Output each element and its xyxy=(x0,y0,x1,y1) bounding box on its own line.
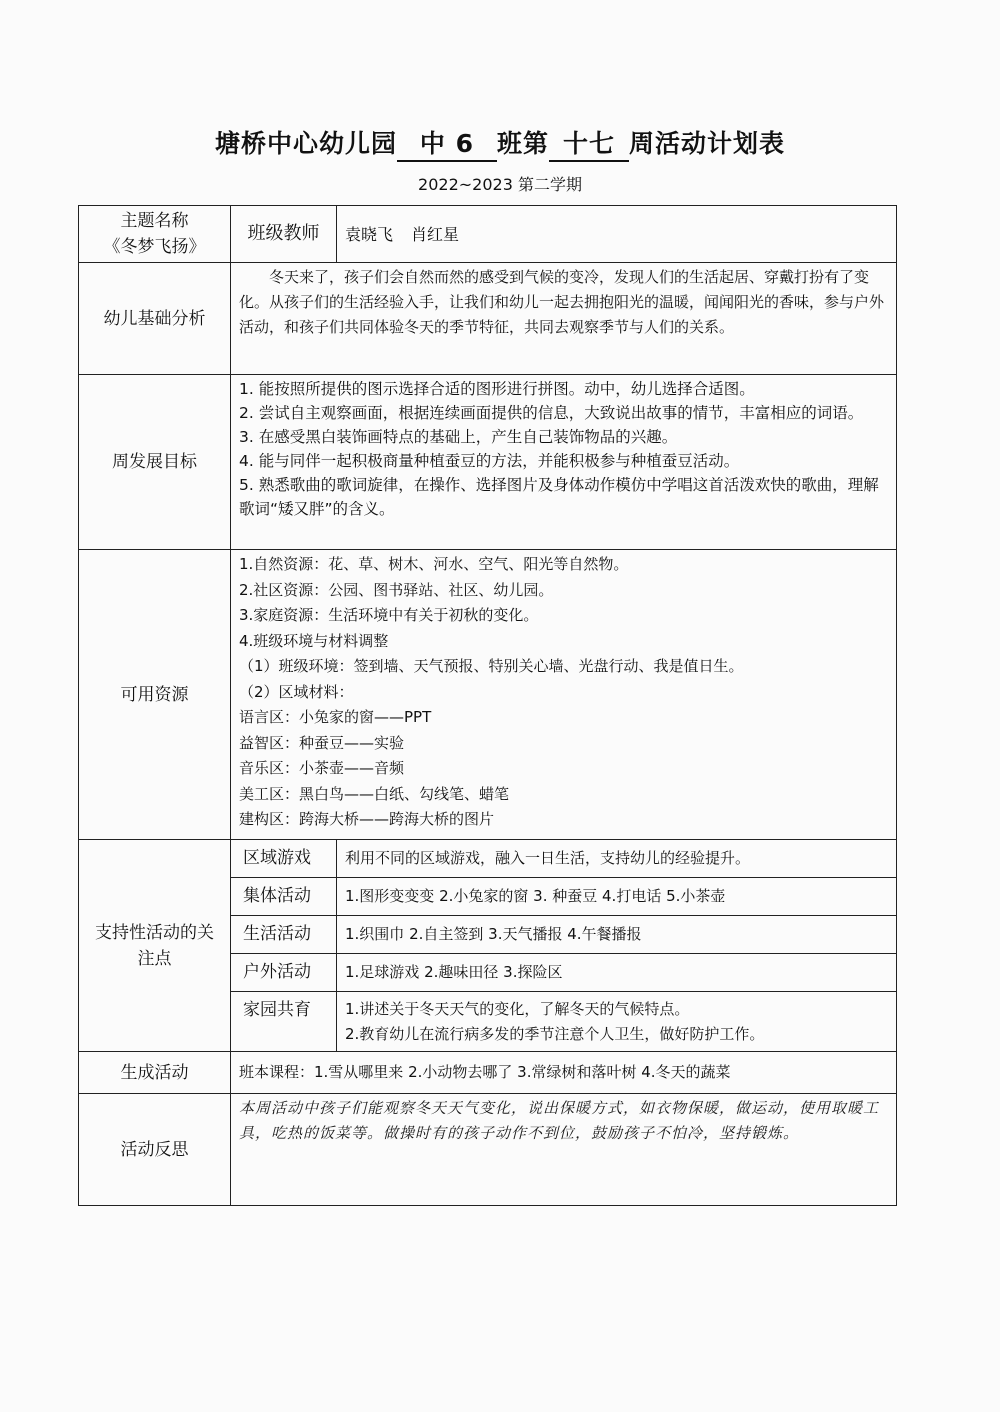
resource-line: （2）区域材料： xyxy=(239,682,354,701)
resource-line: 音乐区：小茶壶——音频 xyxy=(239,759,405,777)
goal-item: 3. 在感受黑白装饰画特点的基础上，产生自己装饰物品的兴趣。 xyxy=(239,428,678,446)
goal-item: 1. 能按照所提供的图示选择合适的图形进行拼图。动中，幼儿选择合适图。 xyxy=(239,380,755,398)
theme-name: 《冬梦飞扬》 xyxy=(103,237,206,257)
resources-list xyxy=(231,550,897,840)
generated-label: 生成活动 xyxy=(79,1052,231,1094)
theme-row xyxy=(79,206,897,263)
support-type: 户外活动 xyxy=(231,954,337,992)
resource-line: 建构区：跨海大桥——跨海大桥的图片 xyxy=(239,810,495,828)
reflection-row xyxy=(79,1094,897,1206)
resource-line: 美工区：黑白鸟——白纸、勾线笔、蜡笔 xyxy=(239,784,510,803)
support-type: 生活活动 xyxy=(231,916,337,954)
reflection-handwriting: 本周活动中孩子们能观察冬天天气变化，说出保暖方式，如衣物保暖，做运动，使用取暖工具，吃热的饭菜等。做操时有的孩子动作不到位，鼓励孩子不怕冷，坚持锻炼。 xyxy=(231,1094,897,1206)
theme-label: 主题名称 xyxy=(120,211,189,231)
teacher-name: 肖红星 xyxy=(411,224,460,244)
theme-label-cell xyxy=(79,206,231,263)
support-content-line: 2.教育幼儿在流行病多发的季节注意个人卫生，做好防护工作。 xyxy=(345,1024,765,1043)
class-name: 中 6 xyxy=(397,124,497,162)
page-title xyxy=(0,124,1000,162)
support-content: 1.织围巾 2.自主签到 3.天气播报 4.午餐播报 xyxy=(337,916,897,954)
term-label: 2022~2023 第二学期 xyxy=(418,175,582,194)
support-label xyxy=(79,840,231,1052)
activity-plan-table xyxy=(78,205,897,1206)
class-suffix: 班第 xyxy=(496,129,549,158)
goals-row xyxy=(79,375,897,550)
analysis-row xyxy=(79,263,897,375)
analysis-label: 幼儿基础分析 xyxy=(79,263,231,375)
support-type: 家园共育 xyxy=(231,992,337,1052)
support-content: 利用不同的区域游戏，融入一日生活，支持幼儿的经验提升。 xyxy=(337,840,897,878)
goal-item: 2. 尝试自主观察画面，根据连续画面提供的信息，大致说出故事的情节，丰富相应的词语。 xyxy=(239,404,864,422)
support-row-area xyxy=(79,840,897,878)
support-content xyxy=(337,992,897,1052)
title-suffix: 周活动计划表 xyxy=(629,129,786,158)
resource-line: 3.家庭资源：生活环境中有关于初秋的变化。 xyxy=(239,606,539,624)
resources-row xyxy=(79,550,897,840)
resources-label: 可用资源 xyxy=(79,550,231,840)
resource-line: （1）班级环境：签到墙、天气预报、特别关心墙、光盘行动、我是值日生。 xyxy=(239,657,744,675)
goal-item: 4. 能与同伴一起积极商量种植蚕豆的方法，并能积极参与种植蚕豆活动。 xyxy=(239,452,740,470)
support-content: 1.图形变变变 2.小兔家的窗 3. 种蚕豆 4.打电话 5.小茶壶 xyxy=(337,878,897,916)
school-name: 塘桥中心幼儿园 xyxy=(214,129,397,158)
teacher-label: 班级教师 xyxy=(231,206,337,263)
resource-line: 语言区：小兔家的窗——PPT xyxy=(239,708,432,726)
analysis-text: 冬天来了，孩子们会自然而然的感受到气候的变冷，发现人们的生活起居、穿戴打扮有了变化。从孩子们的生活经验入手，让我们和幼儿一起去拥抱阳光的温暖，闻闻阳光的香味，参与户外活动，和孩子们共同体验冬天的季节特征，共同去观察季节与人们的关系。 xyxy=(231,263,897,375)
goal-item: 5. 熟悉歌曲的歌词旋律，在操作、选择图片及身体动作模仿中学唱这首活泼欢快的歌曲，理解歌词“矮又胖”的含义。 xyxy=(239,476,879,518)
resource-line: 2.社区资源：公园、图书驿站、社区、幼儿园。 xyxy=(239,580,554,599)
resource-line: 益智区：种蚕豆——实验 xyxy=(239,733,405,752)
support-label-text: 支持性活动的关注点 xyxy=(95,922,214,969)
resource-line: 1.自然资源：花、草、树木、河水、空气、阳光等自然物。 xyxy=(239,555,629,573)
goals-list xyxy=(231,375,897,550)
generated-text: 班本课程：1.雪从哪里来 2.小动物去哪了 3.常绿树和落叶树 4.冬天的蔬菜 xyxy=(231,1052,897,1094)
teacher-names xyxy=(337,206,897,263)
teacher-name: 袁晓飞 xyxy=(345,224,394,244)
support-type: 集体活动 xyxy=(231,878,337,916)
support-content: 1.足球游戏 2.趣味田径 3.探险区 xyxy=(337,954,897,992)
resource-line: 4.班级环境与材料调整 xyxy=(239,631,389,650)
week-number: 十七 xyxy=(549,124,629,162)
goals-label: 周发展目标 xyxy=(79,375,231,550)
generated-row xyxy=(79,1052,897,1094)
support-type: 区域游戏 xyxy=(231,840,337,878)
support-content-line: 1.讲述关于冬天天气的变化，了解冬天的气候特点。 xyxy=(345,999,690,1018)
reflection-label: 活动反思 xyxy=(79,1094,231,1206)
